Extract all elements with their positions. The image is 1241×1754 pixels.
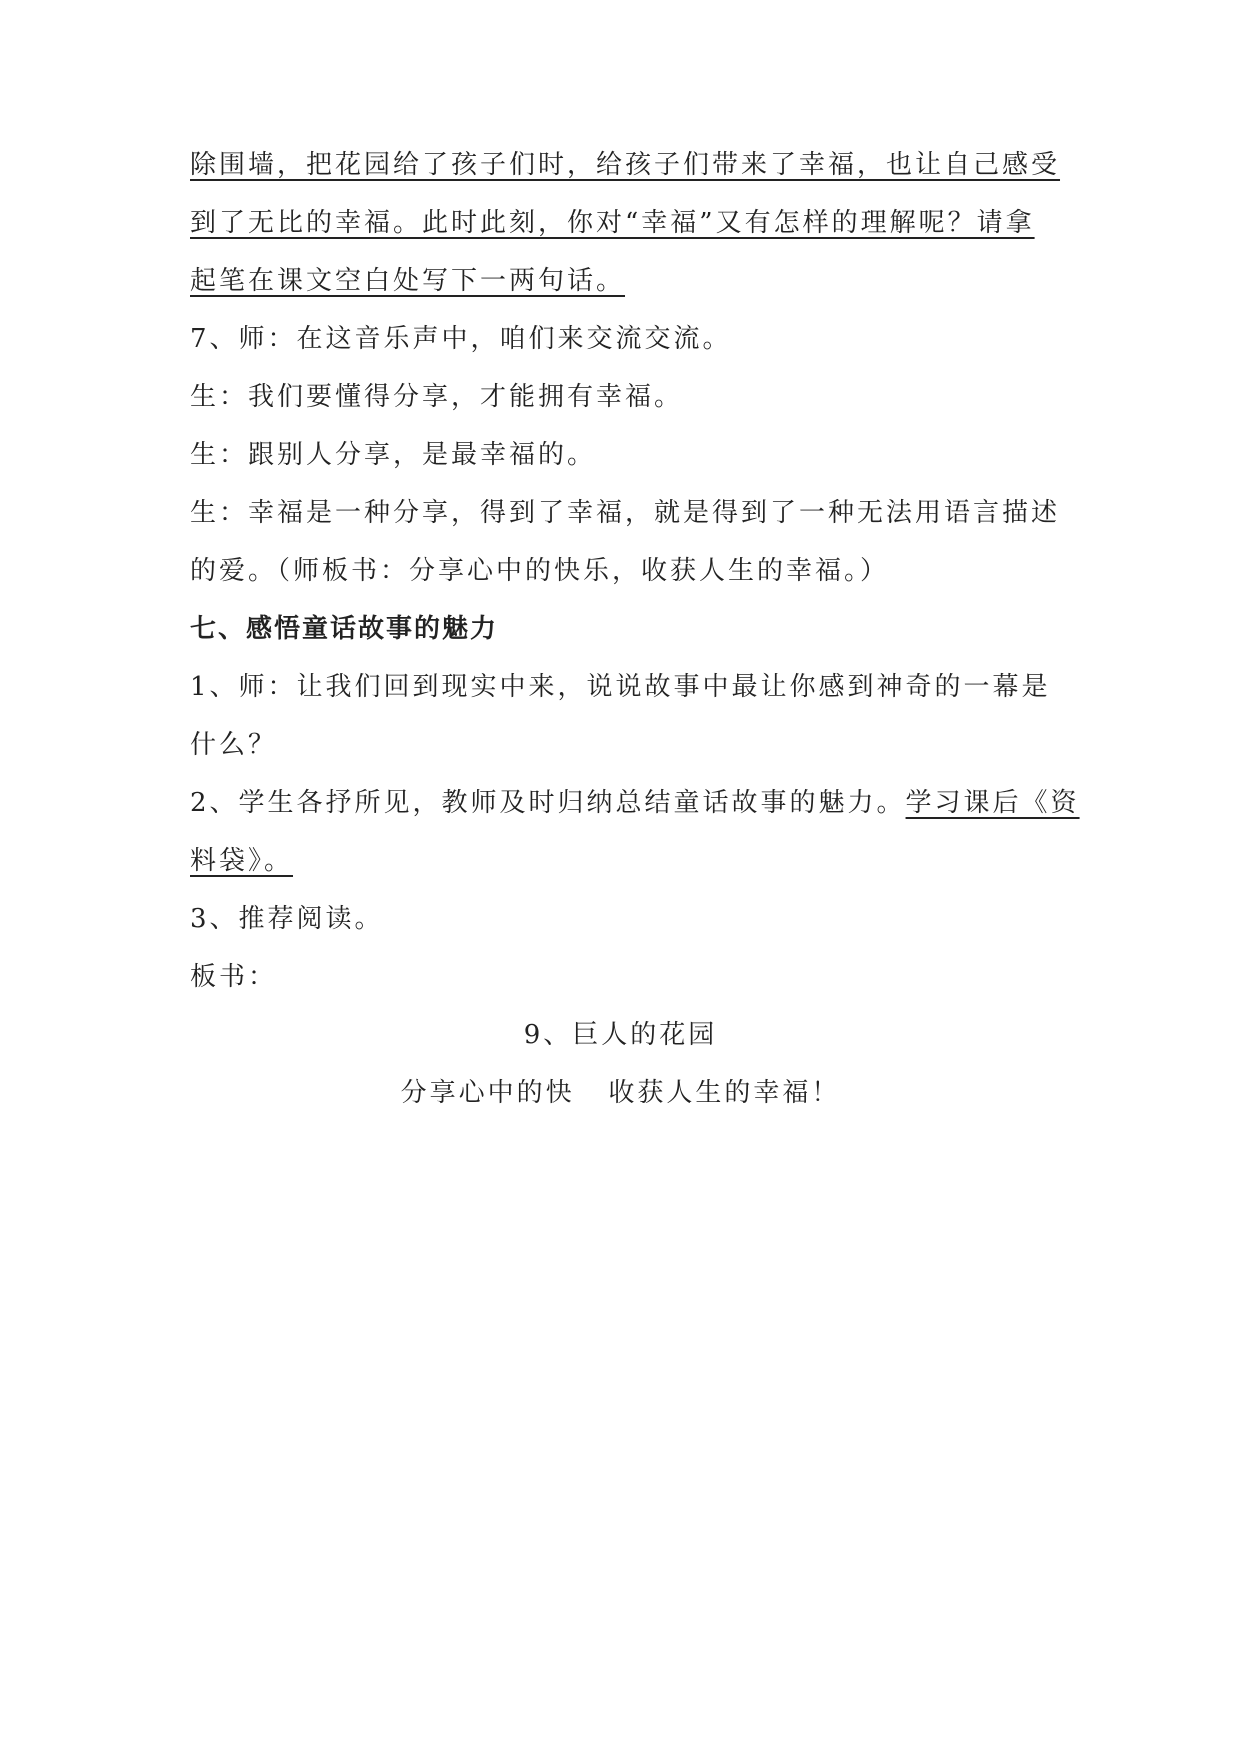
list-item: 什么？ <box>190 730 278 760</box>
list-item <box>190 786 1080 820</box>
blackboard-title: 9、巨人的花园 <box>523 1020 718 1050</box>
list-item-text: 2、学生各抒所见，教师及时归纳总结童话故事的魅力。 <box>190 788 906 818</box>
list-item: 3、推荐阅读。 <box>190 904 384 934</box>
list-item: 1、师：让我们回到现实中来，说说故事中最让你感到神奇的一幕是 <box>190 672 1051 702</box>
paragraph-line: 除围墙，把花园给了孩子们时，给孩子们带来了幸福，也让自己感受 <box>190 150 1061 180</box>
list-item <box>190 844 1060 878</box>
underlined-text: 起笔在课文空白处写下一两句话。 <box>190 266 626 296</box>
section-heading: 七、感悟童话故事的魅力 <box>190 614 499 644</box>
student-line: 生：幸福是一种分享，得到了幸福，就是得到了一种无法用语言描述 <box>190 498 1061 528</box>
paragraph-line <box>190 264 1060 298</box>
blackboard-subtitle: 分享心中的快 收获人生的幸福！ <box>400 1078 841 1108</box>
underlined-text: 学习课后《资 <box>905 788 1080 818</box>
student-line: 的爱。（师板书：分享心中的快乐，收获人生的幸福。） <box>190 556 890 586</box>
teacher-line: 7、师：在这音乐声中，咱们来交流交流。 <box>190 324 732 354</box>
underlined-text: 料袋》。 <box>190 846 294 876</box>
blackboard-label: 板书： <box>190 962 278 992</box>
student-line: 生：我们要懂得分享，才能拥有幸福。 <box>190 382 684 412</box>
student-line: 生：跟别人分享，是最幸福的。 <box>190 440 597 470</box>
paragraph-line: 到了无比的幸福。此时此刻，你对“幸福”又有怎样的理解呢？请拿 <box>190 208 1035 238</box>
